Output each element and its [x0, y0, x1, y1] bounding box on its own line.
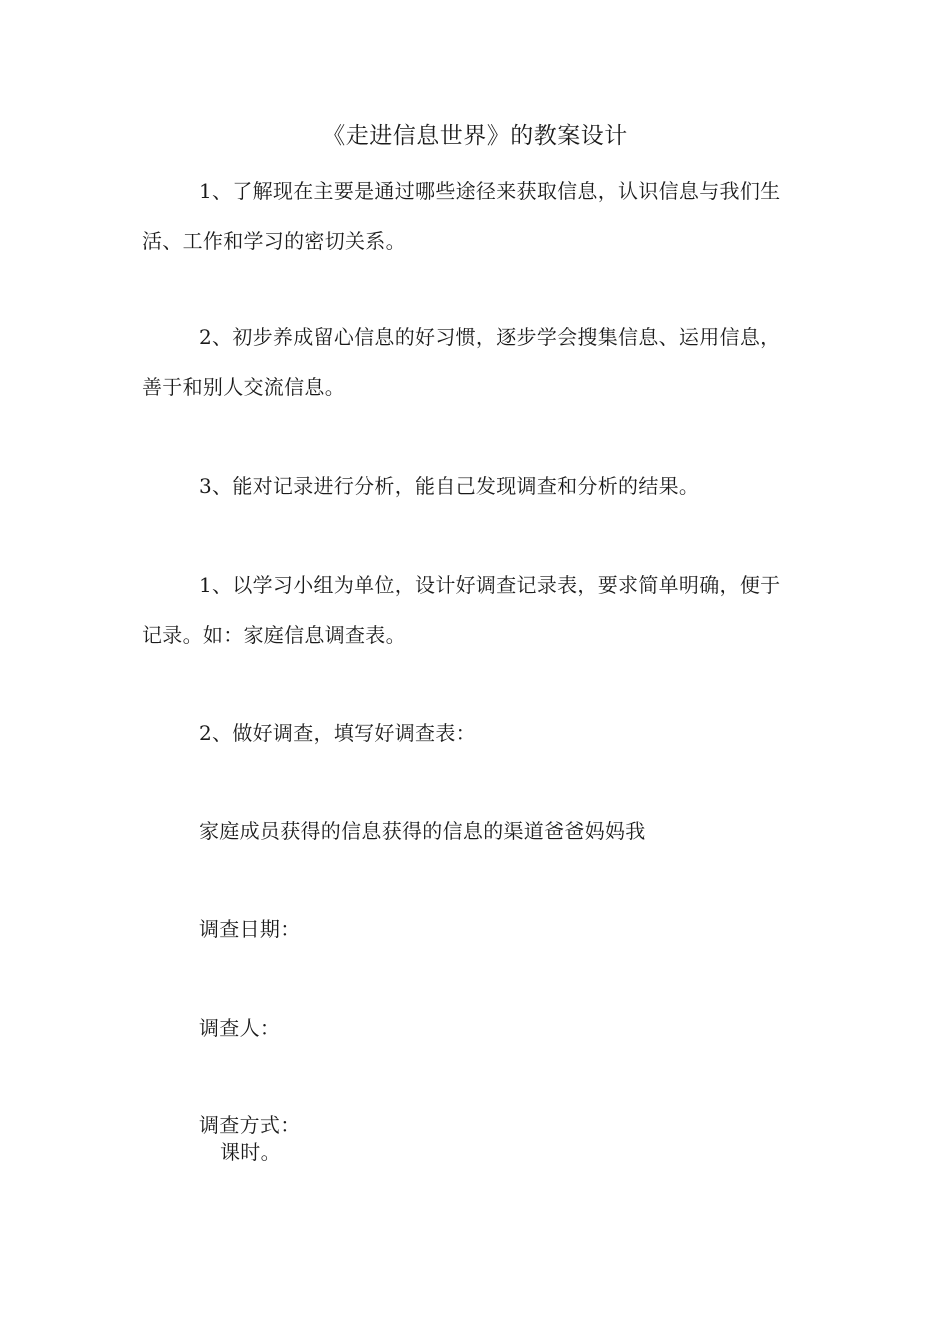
- paragraph-surveyor: 调查人：: [199, 1016, 281, 1040]
- paragraph-prep-1: 1、以学习小组为单位，设计好调查记录表，要求简单明确，便于记录。如：家庭信息调查表。: [142, 573, 781, 647]
- paragraph-prep-2: 2、做好调查，填写好调查表：: [199, 721, 476, 745]
- document-title: 《走进信息世界》的教案设计: [322, 123, 628, 149]
- paragraph-goal-2: 2、初步养成留心信息的好习惯，逐步学会搜集信息、运用信息，善于和别人交流信息。: [142, 325, 781, 399]
- paragraph-survey-method: 调查方式：: [199, 1113, 301, 1137]
- paragraph-goal-1: 1、了解现在主要是通过哪些途径来获取信息，认识信息与我们生活、工作和学习的密切关系。: [142, 179, 781, 253]
- paragraph-survey-date: 调查日期：: [199, 917, 301, 941]
- paragraph-survey-table-header: 家庭成员获得的信息获得的信息的渠道爸爸妈妈我: [199, 819, 646, 843]
- paragraph-goal-3: 3、能对记录进行分析，能自己发现调查和分析的结果。: [199, 474, 700, 498]
- trailing-text: 课时。: [220, 1140, 281, 1164]
